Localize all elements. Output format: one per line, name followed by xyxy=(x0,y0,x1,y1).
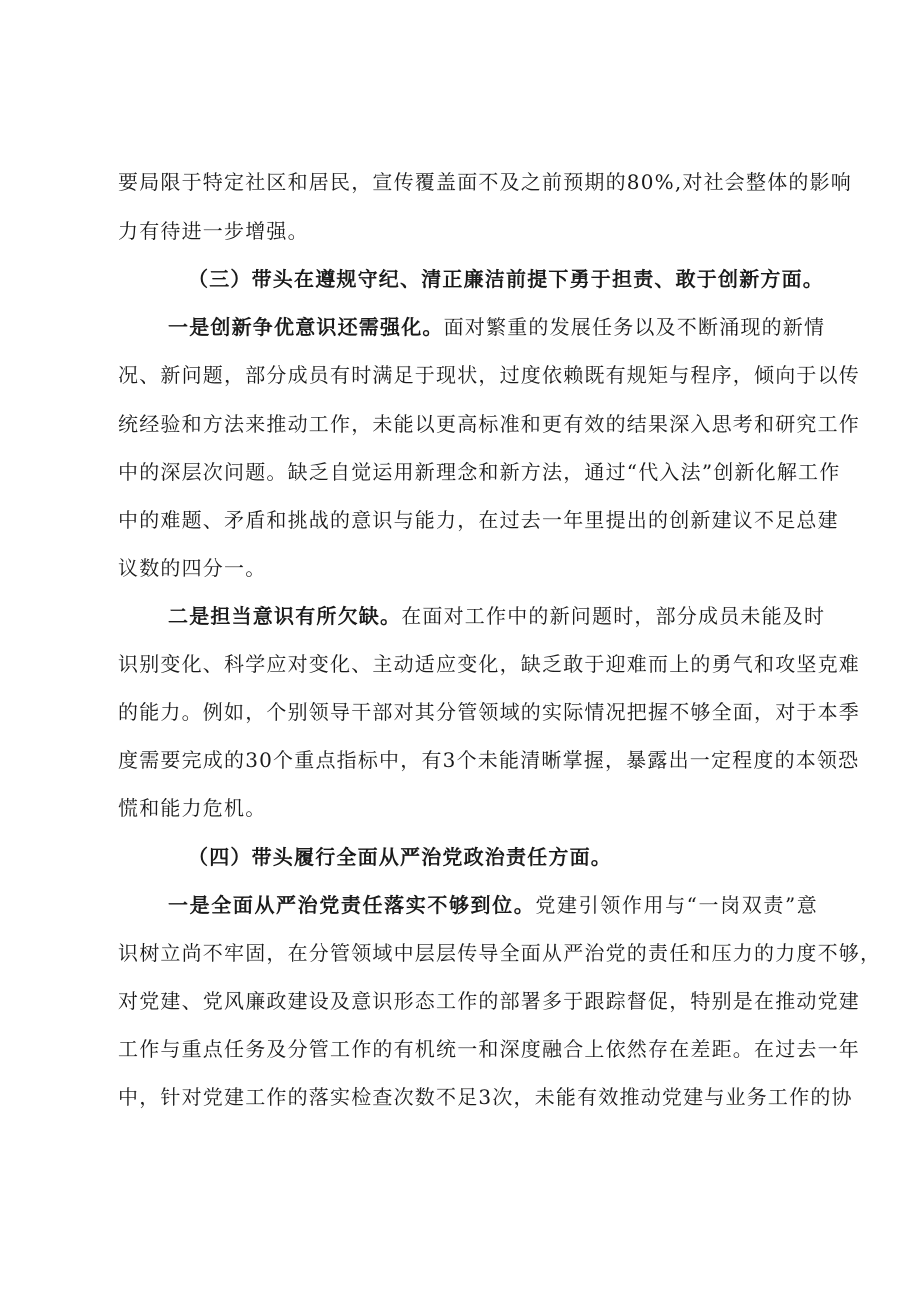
body-line: 统经验和方法来推动工作，未能以更高标准和更有效的结果深入思考和研究工作 xyxy=(118,412,860,436)
body-line: 中的深层次问题。缺乏自觉运用新理念和新方法，通过“代入法”创新化解工作 xyxy=(118,460,841,484)
body-line: 度需要完成的30个重点指标中，有3个未能清晰掌握，暴露出一定程度的本领恐 xyxy=(118,748,860,772)
body-line: 中，针对党建工作的落实检查次数不足3次，未能有效推动党建与业务工作的协 xyxy=(118,1085,853,1109)
paragraph-lead: 二是担当意识有所欠缺。 xyxy=(168,604,402,628)
body-line: 对党建、党风廉政建设及意识形态工作的部署多于跟踪督促，特别是在推动党建 xyxy=(118,989,860,1013)
paragraph-lead: 一是全面从严治党责任落实不够到位。 xyxy=(168,893,536,917)
paragraph-text: 面对繁重的发展任务以及不断涌现的新情 xyxy=(443,315,826,339)
body-line: 的能力。例如，个别领导干部对其分管领域的实际情况把握不够全面，对于本季 xyxy=(118,700,860,724)
body-line: 力有待进一步增强。 xyxy=(118,219,309,243)
paragraph-first-line xyxy=(168,604,826,628)
body-line: 识树立尚不牢固，在分管领域中层层传导全面从严治党的责任和压力的力度不够， xyxy=(118,941,882,965)
body-line: 中的难题、矛盾和挑战的意识与能力，在过去一年里提出的创新建议不足总建 xyxy=(118,508,839,532)
body-line: 况、新问题，部分成员有时满足于现状，过度依赖既有规矩与程序，倾向于以传 xyxy=(118,363,860,387)
paragraph-lead: 一是创新争优意识还需强化。 xyxy=(168,315,444,339)
body-line: 慌和能力危机。 xyxy=(118,796,267,820)
paragraph-text: 党建引领作用与“一岗双责”意 xyxy=(535,893,819,917)
body-line: 要局限于特定社区和居民，宣传覆盖面不及之前预期的80%,对社会整体的影响 xyxy=(118,170,853,194)
section-heading: （四）带头履行全面从严治党政治责任方面。 xyxy=(188,845,612,869)
body-line: 工作与重点任务及分管工作的有机统一和深度融合上依然存在差距。在过去一年 xyxy=(118,1037,860,1061)
section-heading: （三）带头在遵规守纪、清正廉洁前提下勇于担责、敢于创新方面。 xyxy=(188,267,824,291)
body-line: 识别变化、科学应对变化、主动适应变化，缺乏敢于迎难而上的勇气和攻坚克难 xyxy=(118,652,860,676)
paragraph-text: 在面对工作中的新问题时，部分成员未能及时 xyxy=(401,604,826,628)
paragraph-first-line xyxy=(168,893,818,917)
body-line: 议数的四分一。 xyxy=(118,556,267,580)
paragraph-first-line xyxy=(168,315,826,339)
